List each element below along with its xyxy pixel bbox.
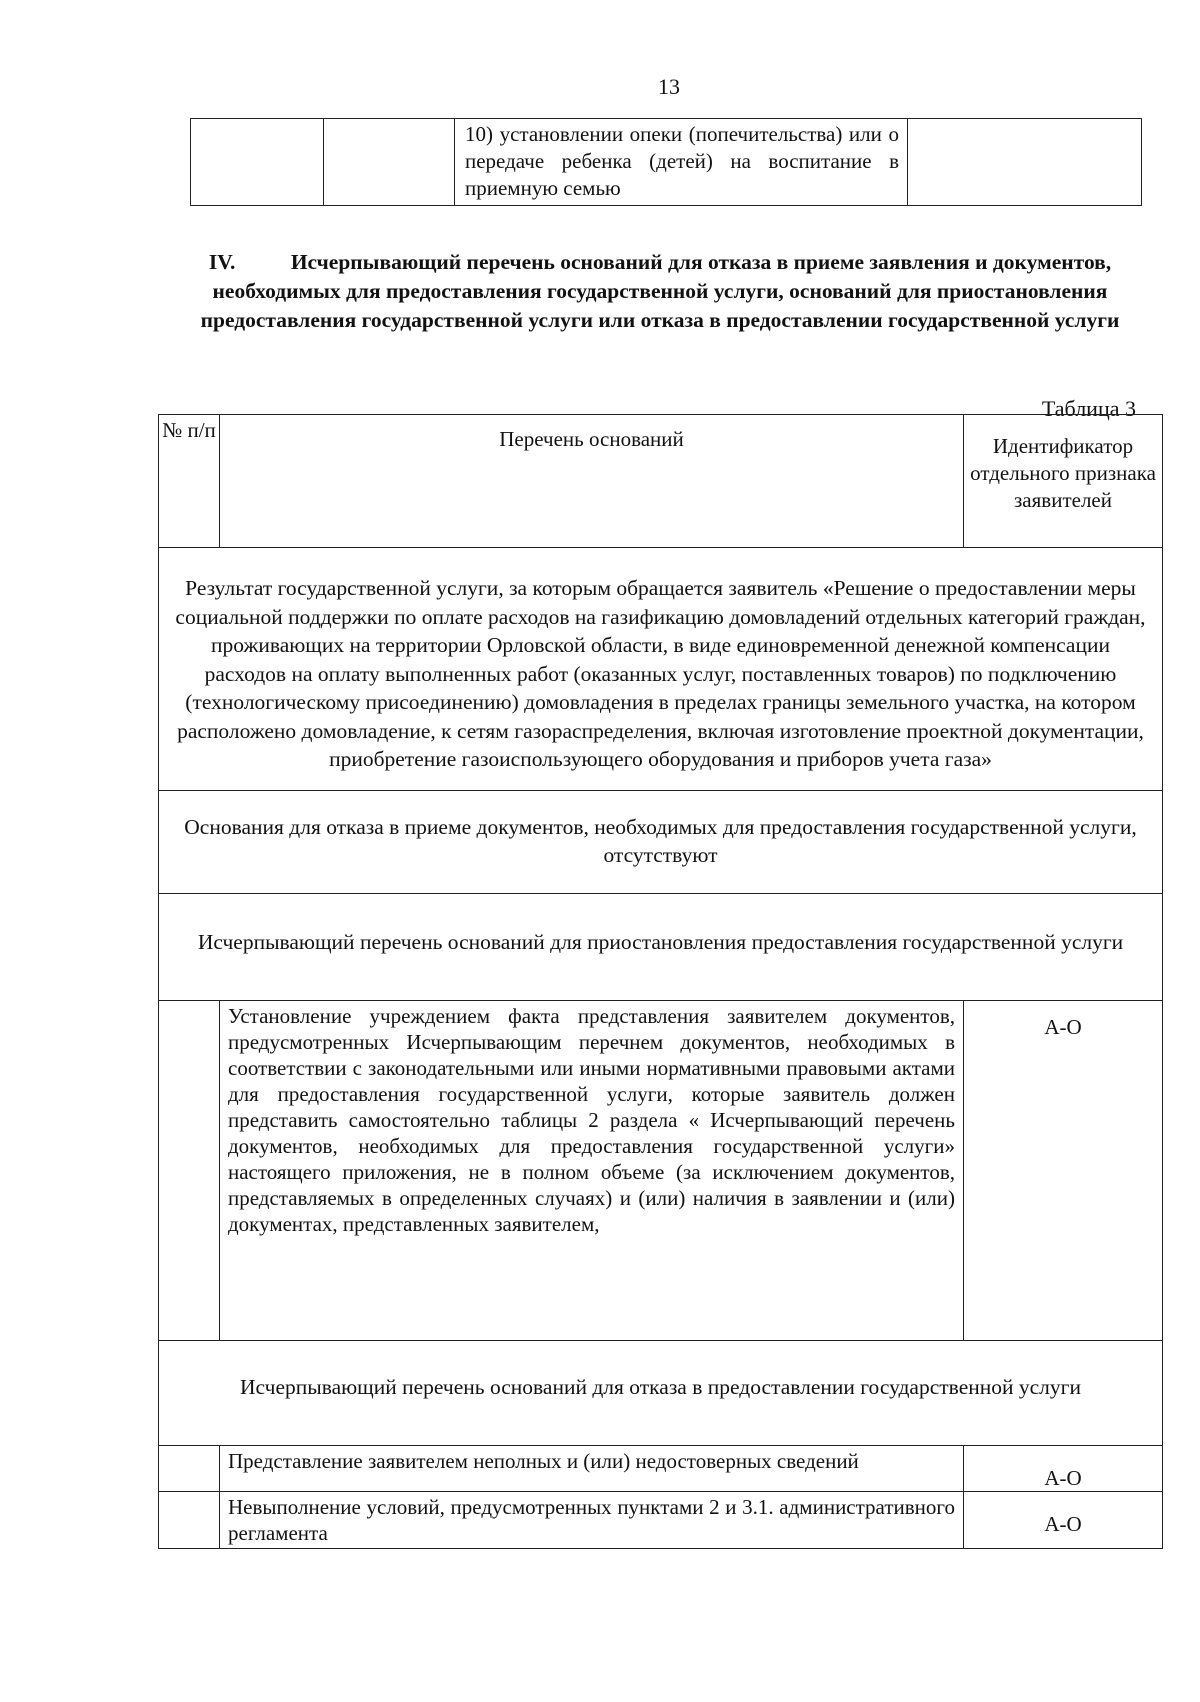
section-number: IV. (208, 250, 236, 274)
continuation-table (190, 118, 1142, 206)
continuation-text: 10) установлении опеки (попечительства) или о передаче ребенка (детей) на воспитание в приемную семью (465, 122, 899, 200)
suspension-heading-row (159, 893, 1163, 1000)
table-header-row (159, 415, 1163, 548)
table-label: Таблица 3 (1041, 396, 1136, 421)
row-identifier: А-О (964, 1491, 1163, 1548)
no-grounds-block: Основания для отказа в приеме документов, необходимых для предоставления государственной услуги, отсутствуют (159, 790, 1163, 893)
refusal-ground-text: Представление заявителем неполных и (или) недостоверных сведений (228, 1448, 859, 1473)
refusal-heading-row (159, 1340, 1163, 1445)
suspension-ground-text: Установление учреждением факта представления заявителем документов, предусмотренных Исчерпывающим перечнем документов, необходимых в соответствии с законодательными или иными нормативными правовыми актами для предоставления государственной услуги, которые заявитель должен представить самостоятельно таблицы 2 раздела « Исчерпывающий перечень документов, необходимых для предоставления государственной услуги» настоящего приложения, не в полном объеме (за исключением документов, представляемых в определенных случаях) и (или) наличия в заявлении и (или) документах, представленных заявителем, (228, 1003, 955, 1236)
row-number (159, 1491, 220, 1548)
row-identifier: А-О (964, 1445, 1163, 1491)
header-number: № п/п (159, 415, 220, 548)
table-row (191, 119, 1142, 206)
row-identifier: А-О (964, 1000, 1163, 1340)
suspension-heading: Исчерпывающий перечень оснований для приостановления предоставления государственной услуги (159, 893, 1163, 1000)
result-row (159, 548, 1163, 791)
row-number (159, 1445, 220, 1491)
section-heading (180, 248, 1140, 335)
section-title: Исчерпывающий перечень оснований для отказа в приеме заявления и документов, необходимых для предоставления государственной услуги, оснований для приостановления предоставления государственной услуги или отказа в предоставлении государственной услуги (200, 250, 1120, 332)
table-row (159, 1445, 1163, 1491)
continuation-cell (455, 119, 908, 206)
row-text-cell (220, 1000, 964, 1340)
header-identifier: Идентификатор отдельного признака заявителей (964, 415, 1163, 548)
table-row (159, 1000, 1163, 1340)
row-number (159, 1000, 220, 1340)
empty-cell (324, 119, 455, 206)
page-number: 13 (658, 74, 680, 99)
header-list: Перечень оснований (220, 415, 964, 548)
row-text-cell (220, 1491, 964, 1548)
table-row (159, 1491, 1163, 1548)
refusal-heading: Исчерпывающий перечень оснований для отказа в предоставлении государственной услуги (159, 1340, 1163, 1445)
no-grounds-row (159, 790, 1163, 893)
result-block: Результат государственной услуги, за которым обращается заявитель «Решение о предоставлении меры социальной поддержки по оплате расходов на газификацию домовладений отдельных категорий граждан, проживающих на территории Орловской области, в виде единовременной денежной компенсации расходов на оплату выполненных работ (оказанных услуг, поставленных товаров) по подключению (технологическому присоединению) домовладения в пределах границы земельного участка, на котором расположено домовладение, к сетям газораспределения, включая изготовление проектной документации, приобретение газоиспользующего оборудования и приборов учета газа» (159, 548, 1163, 791)
row-text-cell (220, 1445, 964, 1491)
refusal-ground-text: Невыполнение условий, предусмотренных пунктами 2 и 3.1. административного регламента (228, 1494, 955, 1545)
empty-cell (908, 119, 1142, 206)
grounds-table (158, 414, 1163, 1549)
empty-cell (191, 119, 324, 206)
